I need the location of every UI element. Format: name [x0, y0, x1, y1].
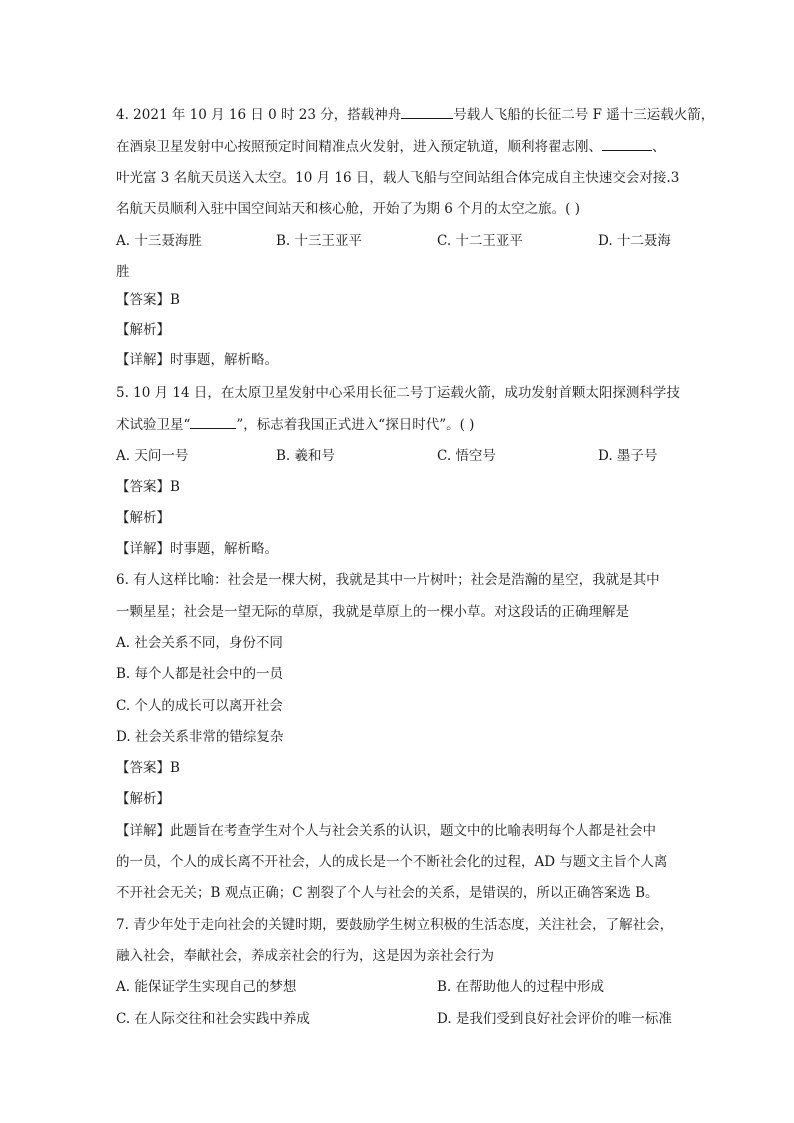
q7-line-2: 融入社会，奉献社会，养成亲社会的行为，这是因为亲社会行为 — [116, 948, 494, 964]
q4-option-wrap: 胜 — [116, 264, 130, 280]
q5-text: ”，标志着我国正式进入“探日时代”。( ) — [236, 417, 475, 433]
q5-option-b: B. 羲和号 — [276, 448, 336, 464]
q5-analysis-label: 【解析】 — [116, 510, 170, 526]
q4-line-4: 名航天员顺利入驻中国空间站天和核心舱，开始了为期 6 个月的太空之旅。( ) — [116, 201, 580, 217]
q4-analysis-label: 【解析】 — [116, 322, 170, 338]
q5-option-d: D. 墨子号 — [598, 448, 658, 464]
q5-answer: 【答案】B — [116, 479, 180, 495]
q5-option-a: A. 天问一号 — [116, 448, 189, 464]
q4-option-d: D. 十二聂海 — [598, 233, 671, 249]
q7-option-b: B. 在帮助他人的过程中形成 — [437, 979, 605, 995]
q5-text: 术试验卫星“ — [116, 417, 191, 433]
q4-blank-1 — [401, 104, 453, 119]
q4-option-c: C. 十二王亚平 — [437, 233, 523, 249]
q5-line-2 — [116, 414, 474, 434]
q6-detail-line-3: 不开社会无关；B 观点正确；C 割裂了个人与社会的关系，是错误的，所以正确答案选 B。 — [116, 885, 659, 901]
q7-option-a: A. 能保证学生实现自己的梦想 — [116, 979, 297, 995]
q4-detail: 【详解】时事题，解析略。 — [116, 352, 278, 368]
q6-line-1: 6. 有人这样比喻：社会是一棵大树，我就是其中一片树叶；社会是浩瀚的星空，我就是其中 — [116, 572, 660, 588]
q5-detail: 【详解】时事题，解析略。 — [116, 541, 278, 557]
q4-line-2 — [116, 136, 666, 156]
q6-analysis-label: 【解析】 — [116, 791, 170, 807]
q5-blank — [190, 414, 236, 429]
q7-option-d: D. 是我们受到良好社会评价的唯一标准 — [437, 1011, 672, 1027]
q6-line-2: 一颗星星；社会是一望无际的草原，我就是草原上的一棵小草。对这段话的正确理解是 — [116, 604, 629, 620]
q7-option-c: C. 在人际交往和社会实践中养成 — [116, 1011, 310, 1027]
q6-option-b: B. 每个人都是社会中的一员 — [116, 666, 284, 682]
q4-text: 、 — [652, 139, 666, 155]
q4-option-a: A. 十三聂海胜 — [116, 233, 202, 249]
q4-option-b: B. 十三王亚平 — [276, 233, 363, 249]
q4-text: 在酒泉卫星发射中心按照预定时间精准点火发射，进入预定轨道，顺利将翟志刚、 — [116, 139, 602, 155]
q5-option-c: C. 悟空号 — [437, 448, 496, 464]
q4-line-3: 叶光富 3 名航天员送入太空。10 月 16 日，载人飞船与空间站组合体完成自主快速交会对接.3 — [116, 170, 680, 186]
q6-answer: 【答案】B — [116, 760, 180, 776]
q6-option-a: A. 社会关系不同，身份不同 — [116, 635, 283, 651]
q6-option-d: D. 社会关系非常的错综复杂 — [116, 729, 284, 745]
q6-detail-line-1: 【详解】此题旨在考查学生对个人与社会关系的认识，题文中的比喻表明每个人都是社会中 — [116, 823, 656, 839]
q4-text: 4. 2021 年 10 月 16 日 0 时 23 分，搭载神舟 — [116, 107, 402, 123]
q7-line-1: 7. 青少年处于走向社会的关键时期，要鼓励学生树立积极的生活态度，关注社会，了解社会， — [116, 917, 674, 933]
q4-text: 号载人飞船的长征二号 F 遥十三运载火箭， — [453, 107, 715, 123]
q4-line-1 — [116, 104, 714, 124]
q4-blank-2 — [602, 136, 652, 151]
q6-detail-line-2: 的一员，个人的成长离不开社会，人的成长是一个不断社会化的过程，AD 与题文主旨个人离 — [116, 854, 668, 870]
q6-option-c: C. 个人的成长可以离开社会 — [116, 698, 283, 714]
q4-answer: 【答案】B — [116, 292, 180, 308]
q5-line-1: 5. 10 月 14 日，在太原卫星发射中心采用长征二号丁运载火箭，成功发射首颗太阳探测科学技 — [116, 385, 680, 401]
